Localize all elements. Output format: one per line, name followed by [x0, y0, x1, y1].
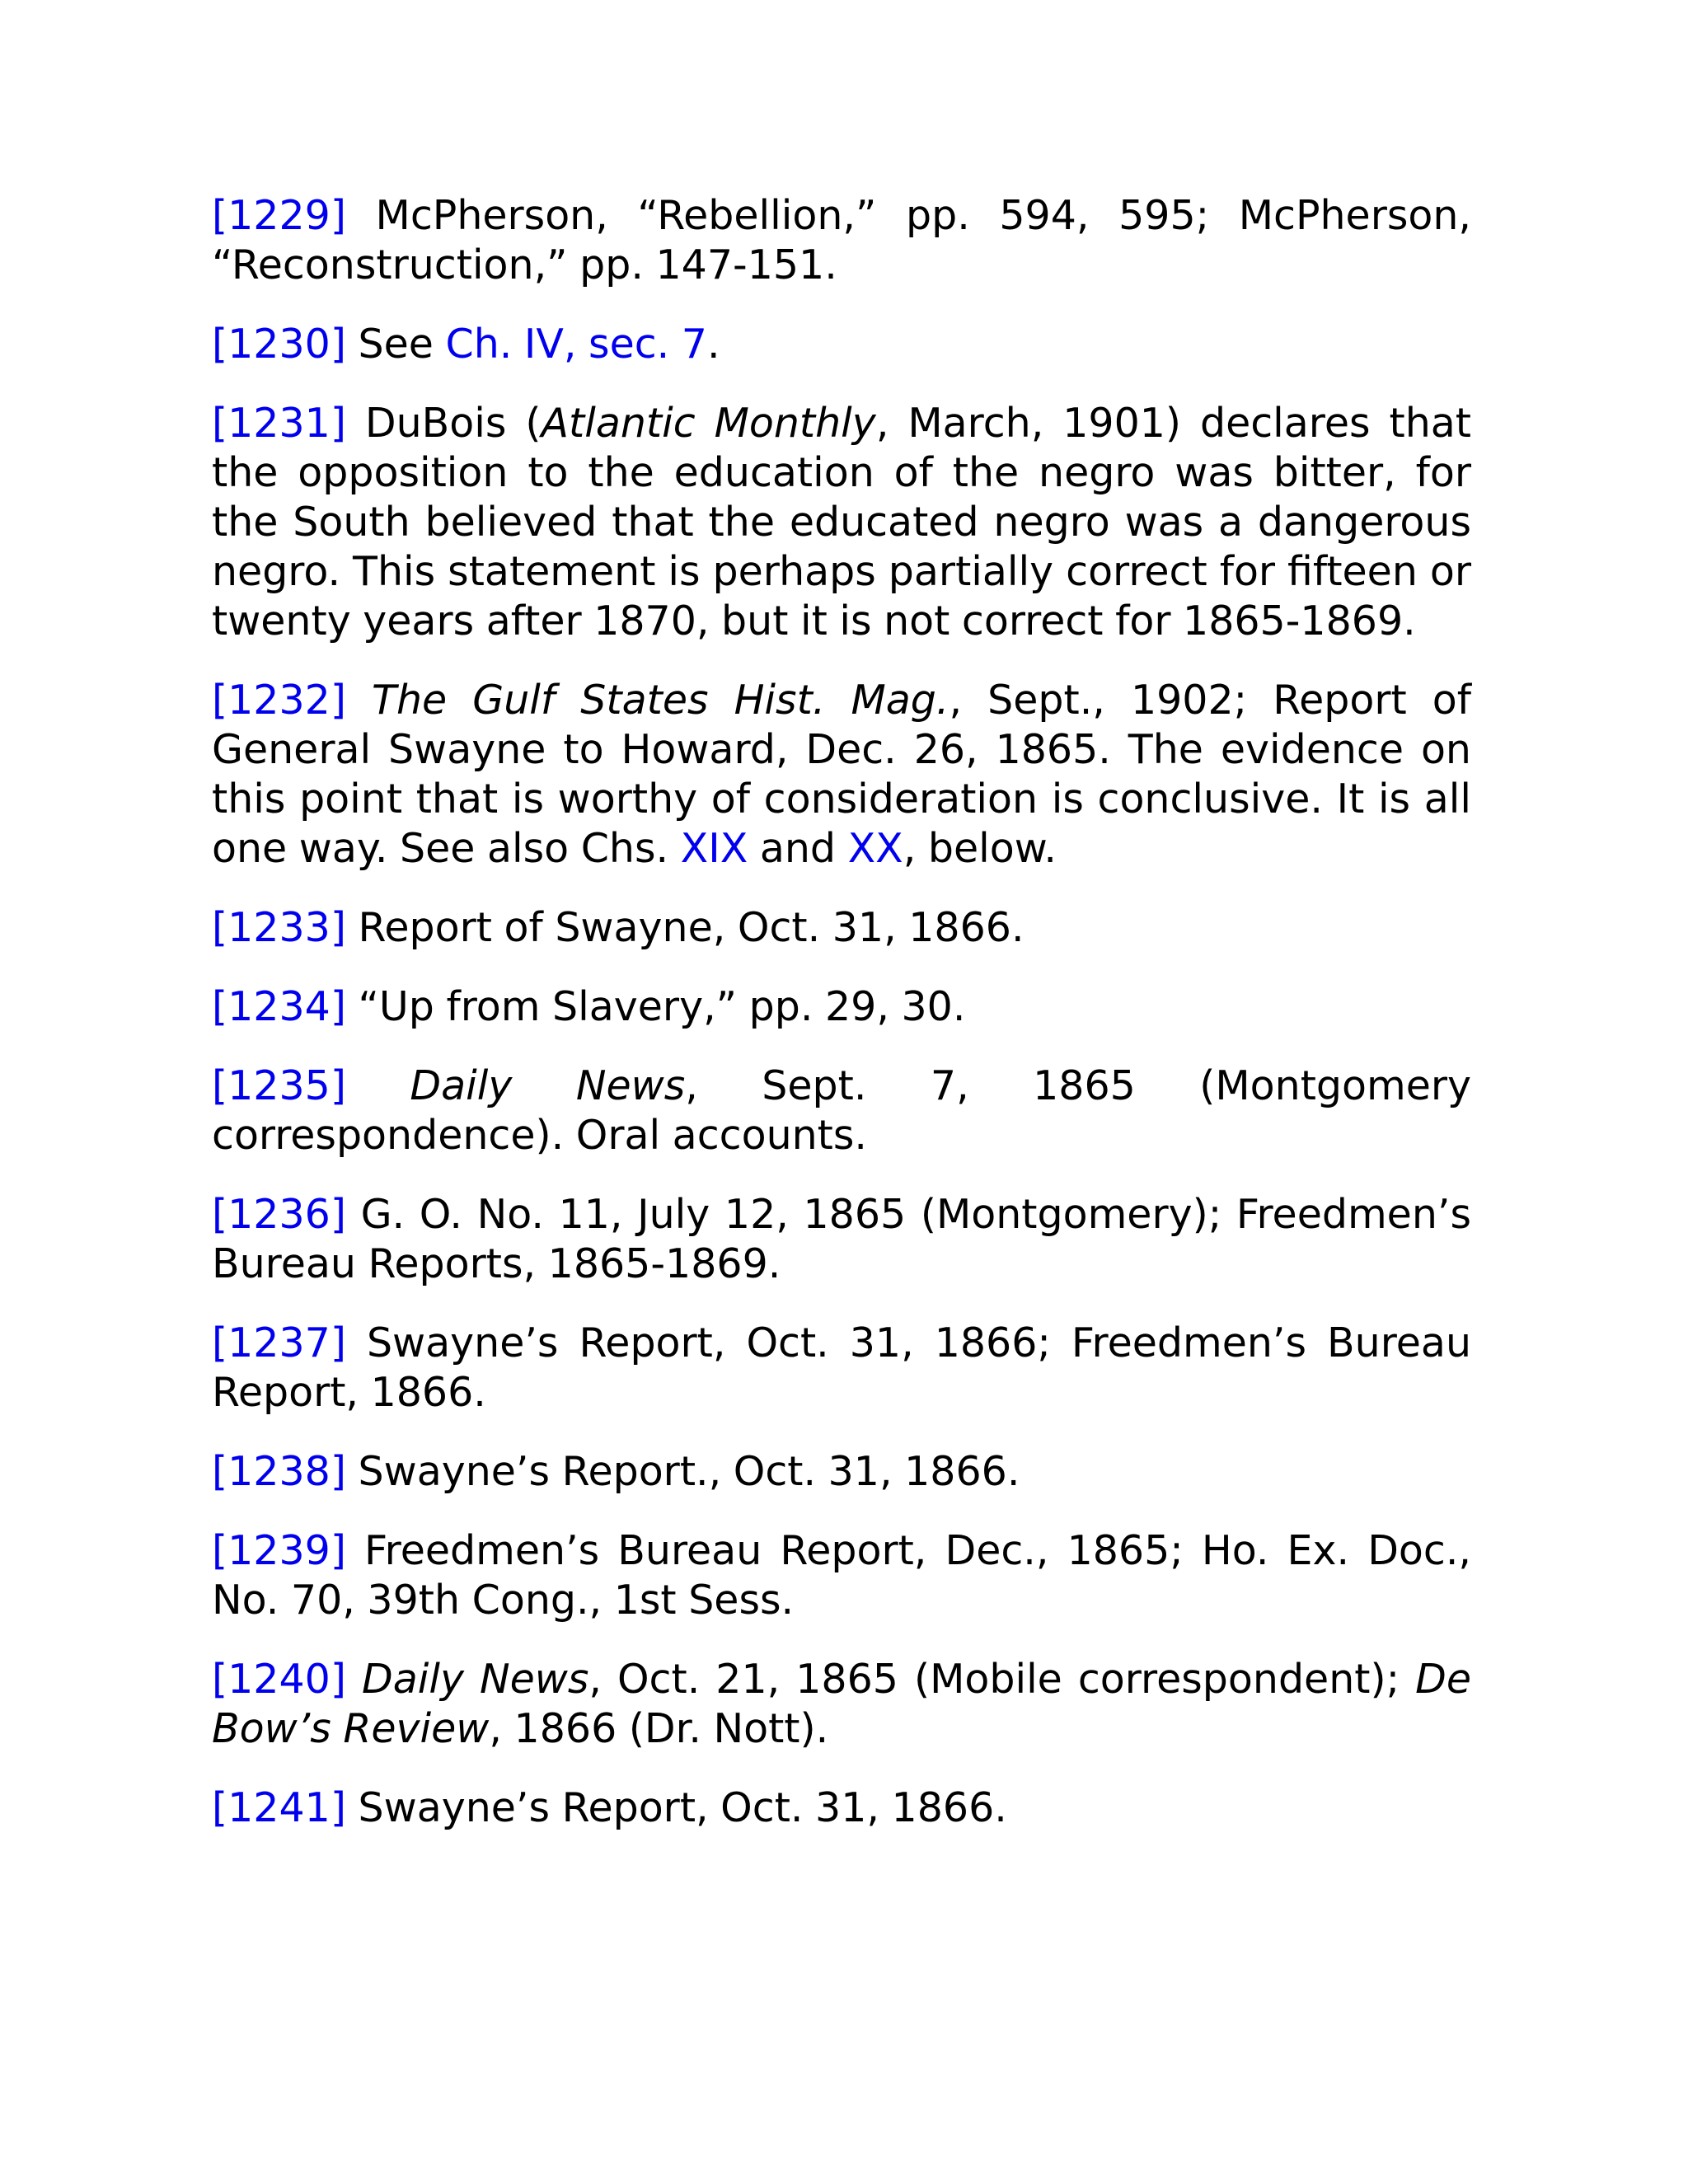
- footnote-text: , Oct. 21, 1865 (Mobile correspondent);: [588, 1656, 1416, 1703]
- footnote-1239: [212, 1526, 1471, 1625]
- footnote-text: , below.: [903, 825, 1057, 872]
- footnote-number-link[interactable]: [1231]: [212, 400, 346, 447]
- publication-title: Atlantic Monthly: [541, 400, 876, 447]
- footnote-text: Report of Swayne, Oct. 31, 1866.: [345, 904, 1025, 951]
- footnote-number-link[interactable]: [1235]: [212, 1062, 346, 1109]
- publication-title: Daily News: [361, 1656, 589, 1703]
- footnote-1237: [212, 1319, 1471, 1418]
- footnote-text: , Sept. 7, 1865 (Montgomery correspondence). Oral accounts.: [212, 1062, 1472, 1159]
- footnote-text: G. O. No. 11, July 12, 1865 (Montgomery); Freedmen’s Bureau Reports, 1865-1869.: [212, 1191, 1471, 1287]
- footnote-text: , Sept., 1902; Report of General Swayne to Howard, Dec. 26, 1865. The evidence on this point that is worthy of consideration is conclusive. It is all one way. See also Chs.: [212, 677, 1472, 872]
- footnote-number-link[interactable]: [1230]: [212, 321, 346, 368]
- footnote-number-link[interactable]: [1237]: [212, 1319, 346, 1366]
- footnote-text: Swayne’s Report., Oct. 31, 1866.: [345, 1448, 1020, 1495]
- chapter-link[interactable]: Ch. IV, sec. 7: [445, 321, 707, 368]
- footnote-1233: [212, 903, 1471, 953]
- footnote-number-link[interactable]: [1232]: [212, 677, 346, 724]
- footnote-number-link[interactable]: [1240]: [212, 1656, 346, 1703]
- footnote-text: Freedmen’s Bureau Report, Dec., 1865; Ho. Ex. Doc., No. 70, 39th Cong., 1st Sess.: [212, 1527, 1471, 1624]
- chapter-link-xx[interactable]: XX: [847, 825, 903, 872]
- footnote-1234: [212, 982, 1471, 1032]
- footnote-number-link[interactable]: [1233]: [212, 904, 346, 951]
- footnote-number-link[interactable]: [1238]: [212, 1448, 346, 1495]
- footnote-1230: [212, 320, 1471, 369]
- footnote-1231: [212, 399, 1471, 646]
- publication-title: De Bow’s Review: [212, 1656, 1471, 1752]
- publication-title: The Gulf States Hist. Mag.: [372, 677, 950, 724]
- footnote-1241: [212, 1783, 1471, 1833]
- footnote-1238: [212, 1447, 1471, 1497]
- footnote-1229: [212, 191, 1471, 290]
- footnote-text: , 1866 (Dr. Nott).: [489, 1705, 829, 1752]
- footnote-1240: [212, 1655, 1471, 1754]
- footnote-number-link[interactable]: [1234]: [212, 983, 346, 1030]
- footnote-number-link[interactable]: [1229]: [212, 192, 346, 239]
- footnote-text: , March, 1901) declares that the opposition to the education of the negro was bitter, for the South believed that the educated negro was a dangerous negro. This statement is perhaps partially correct for fifteen or twenty years after 1870, but it is not correct for 1865-1869.: [212, 400, 1471, 644]
- chapter-link-xix[interactable]: XIX: [680, 825, 748, 872]
- footnote-text: Swayne’s Report, Oct. 31, 1866; Freedmen’s Bureau Report, 1866.: [212, 1319, 1471, 1416]
- footnote-1235: [212, 1062, 1471, 1160]
- footnotes-page: [212, 191, 1471, 1863]
- footnote-number-link[interactable]: [1236]: [212, 1191, 346, 1238]
- publication-title: Daily News: [410, 1062, 686, 1109]
- footnote-text: and: [748, 825, 848, 872]
- footnote-text: Swayne’s Report, Oct. 31, 1866.: [345, 1784, 1007, 1831]
- footnote-text: McPherson, “Rebellion,” pp. 594, 595; McPherson, “Reconstruction,” pp. 147-151.: [212, 192, 1471, 288]
- footnote-number-link[interactable]: [1239]: [212, 1527, 346, 1574]
- footnote-text: See: [345, 321, 446, 368]
- footnote-1236: [212, 1190, 1471, 1289]
- footnote-1232: [212, 676, 1471, 874]
- footnote-text: .: [707, 321, 720, 368]
- footnote-number-link[interactable]: [1241]: [212, 1784, 346, 1831]
- footnote-text: DuBois (: [345, 400, 542, 447]
- footnote-text: “Up from Slavery,” pp. 29, 30.: [345, 983, 966, 1030]
